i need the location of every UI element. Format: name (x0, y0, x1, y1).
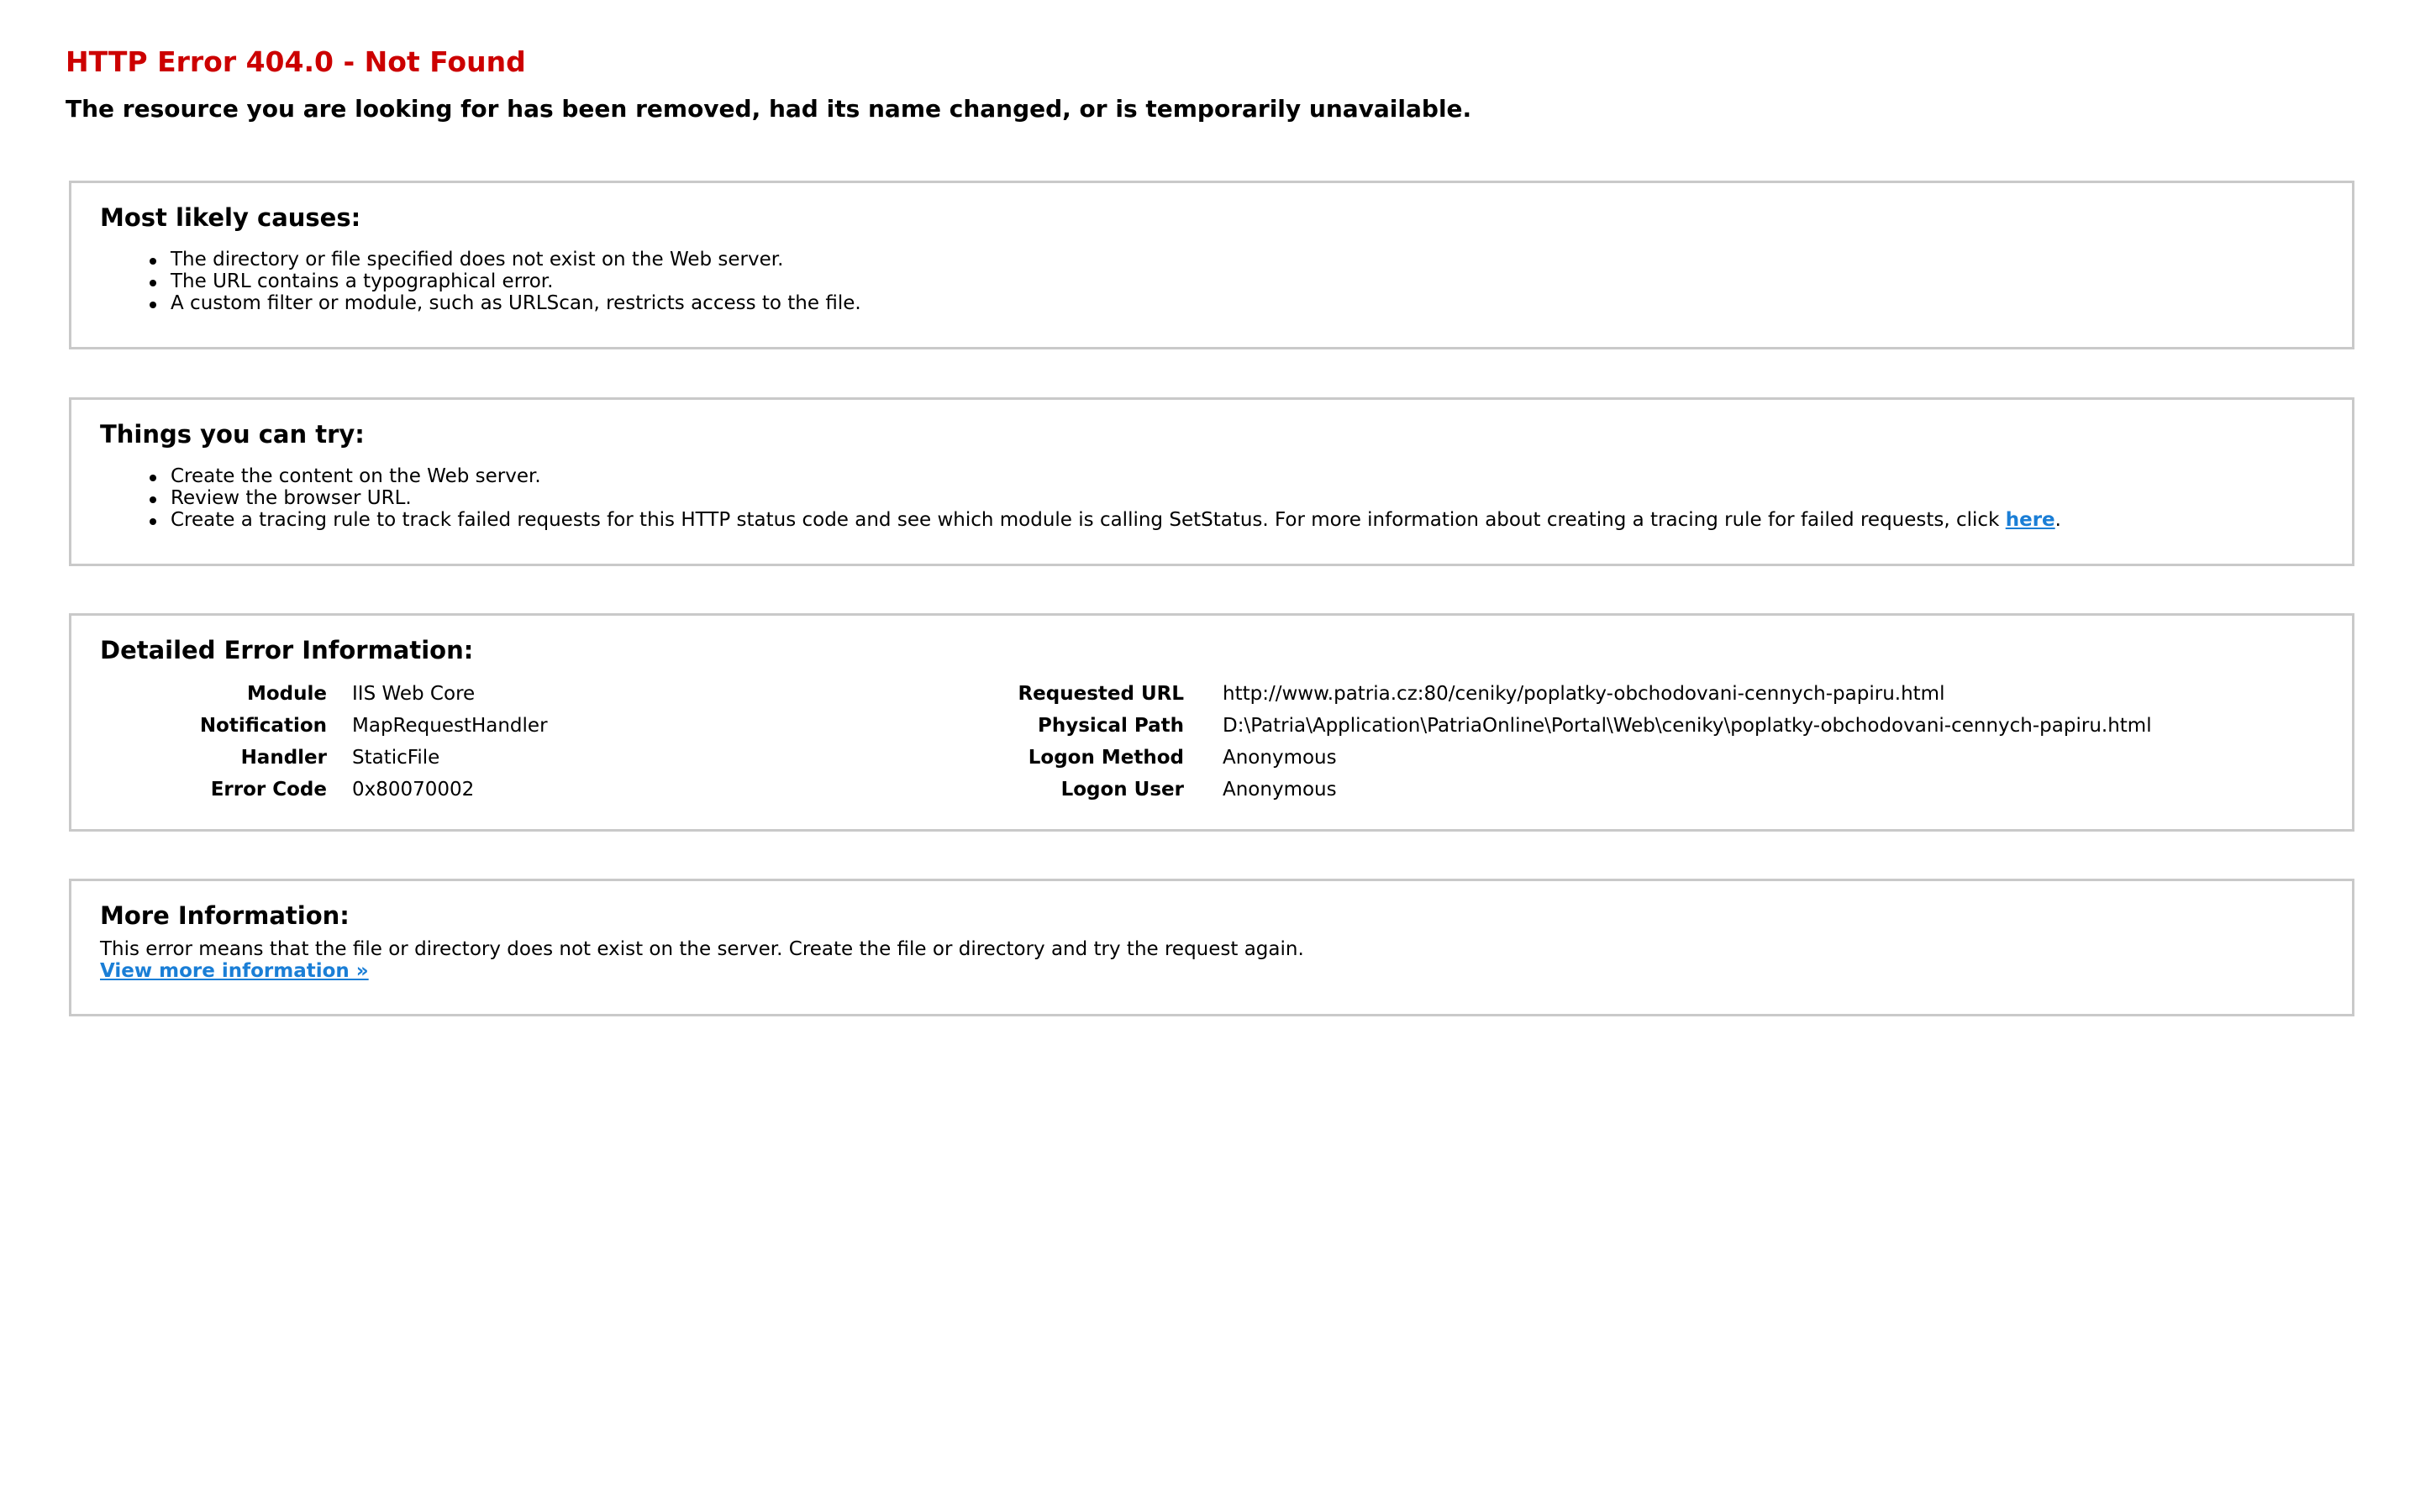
more-info-heading: More Information: (100, 901, 350, 930)
causes-heading: Most likely causes: (100, 203, 361, 232)
bullet-icon (150, 518, 156, 525)
list-item: A custom filter or module, such as URLScan, restricts access to the file. (147, 292, 861, 314)
page-title: HTTP Error 404.0 - Not Found (66, 45, 526, 78)
details-box (69, 613, 2354, 832)
causes-box (69, 181, 2354, 349)
detail-value-module: IIS Web Core (352, 683, 476, 705)
more-info-text: This error means that the file or directory does not exist on the server. Create the file or directory and try the request again. (100, 938, 1304, 960)
detail-label-notification: Notification (199, 715, 327, 737)
details-heading: Detailed Error Information: (100, 636, 474, 664)
bullet-icon (150, 475, 156, 481)
try-box (69, 397, 2354, 566)
more-info-box (69, 879, 2354, 1016)
detail-value-logon-user: Anonymous (1223, 779, 1337, 801)
detail-value-physical-path: D:\Patria\Application\PatriaOnline\Portal\Web\ceniky\poplatky-obchodovani-cennych-papiru.html (1223, 715, 2152, 737)
list-item: The directory or file specified does not exist on the Web server. (147, 249, 861, 270)
detail-label-logon-method: Logon Method (1028, 747, 1184, 769)
detail-value-logon-method: Anonymous (1223, 747, 1337, 769)
list-item: Review the browser URL. (147, 487, 2061, 509)
list-item: The URL contains a typographical error. (147, 270, 861, 292)
detail-value-error-code: 0x80070002 (352, 779, 475, 801)
detail-value-requested-url: http://www.patria.cz:80/ceniky/poplatky-obchodovani-cennych-papiru.html (1223, 683, 1945, 705)
list-item: Create a tracing rule to track failed requests for this HTTP status code and see which module is calling SetStatus. For more information about creating a tracing rule for failed requests, click here. (147, 509, 2061, 531)
more-info-link-row (100, 960, 369, 982)
detail-label-module: Module (246, 683, 327, 705)
detail-label-handler: Handler (240, 747, 327, 769)
try-heading: Things you can try: (100, 420, 365, 449)
page-subtitle: The resource you are looking for has been removed, had its name changed, or is temporarily unavailable. (66, 95, 1472, 123)
detail-label-logon-user: Logon User (1060, 779, 1184, 801)
list-item: Create the content on the Web server. (147, 465, 2061, 487)
detail-value-notification: MapRequestHandler (352, 715, 548, 737)
detail-label-error-code: Error Code (210, 779, 327, 801)
detail-label-requested-url: Requested URL (1018, 683, 1184, 705)
detail-label-physical-path: Physical Path (1038, 715, 1184, 737)
bullet-icon (150, 302, 156, 308)
bullet-icon (150, 496, 156, 503)
bullet-icon (150, 258, 156, 265)
bullet-icon (150, 280, 156, 286)
causes-list (147, 249, 861, 314)
tracing-help-link[interactable]: here (2005, 509, 2055, 531)
view-more-information-link[interactable]: View more information » (100, 960, 369, 982)
detail-value-handler: StaticFile (352, 747, 440, 769)
try-list (147, 465, 2061, 531)
